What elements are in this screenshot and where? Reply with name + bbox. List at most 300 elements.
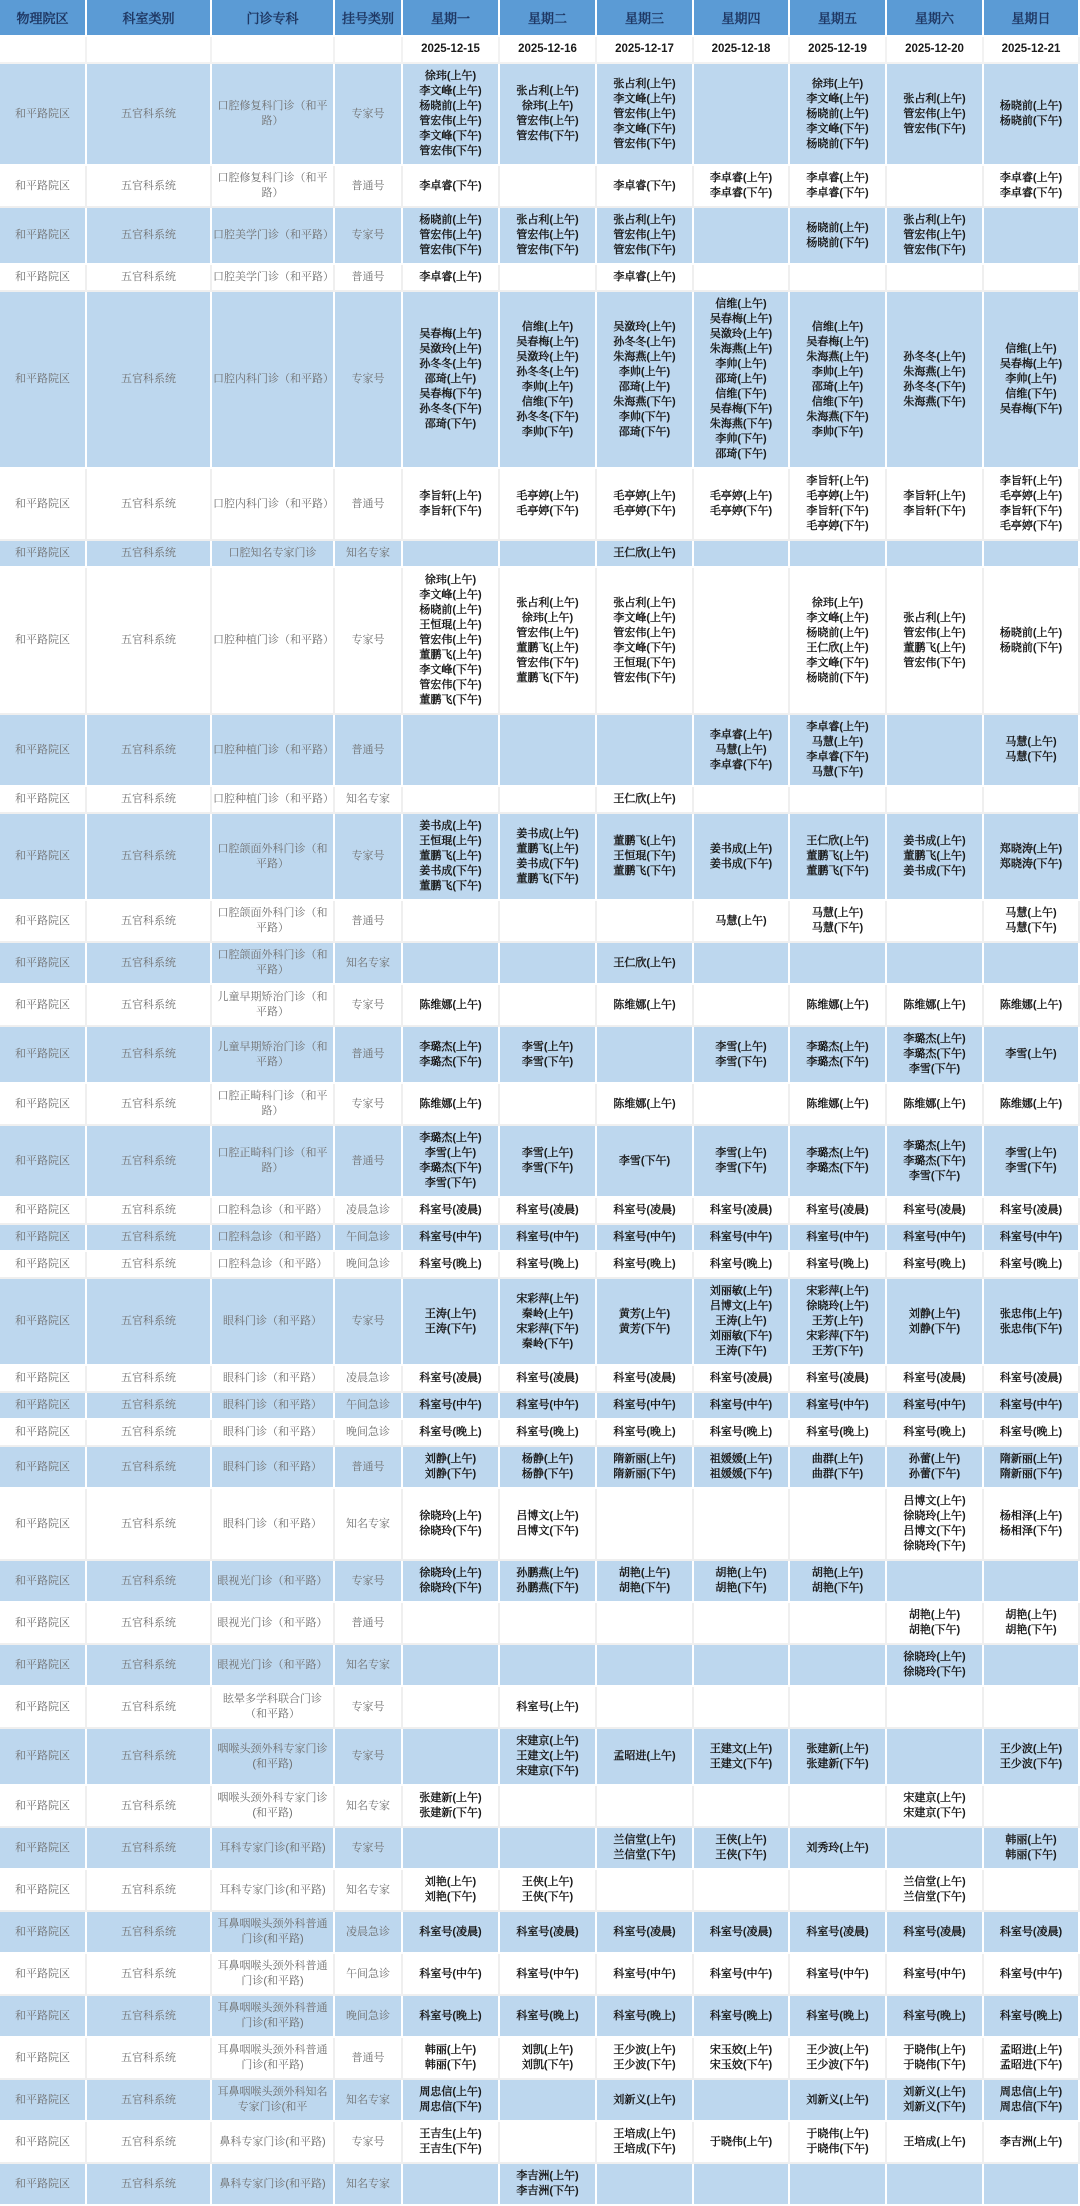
schedule-entry: 邵琦(下午) xyxy=(618,425,671,438)
category-cell: 五官科系统 xyxy=(87,901,212,943)
reg-type-cell: 专家号 xyxy=(335,64,403,166)
schedule-cell xyxy=(597,1786,694,1828)
schedule-entry: 毛亭婷(下午) xyxy=(516,505,579,517)
schedule-entry: 吴春梅(上午) xyxy=(516,335,579,348)
schedule-entry: 刘艳(上午) xyxy=(424,1876,477,1888)
schedule-cell xyxy=(984,1252,1080,1279)
schedule-entry: 吴春梅(下午) xyxy=(419,388,482,400)
schedule-cell xyxy=(694,541,790,568)
schedule-entry: 吴春梅(上午) xyxy=(709,313,773,325)
schedule-entry: 胡艳(上午) xyxy=(811,1567,864,1579)
schedule-entry: 胡艳(下午) xyxy=(1005,1624,1057,1636)
schedule-cell xyxy=(984,1996,1080,2038)
schedule-cell xyxy=(694,1084,790,1126)
campus-cell: 和平路院区 xyxy=(0,787,87,814)
table-row xyxy=(0,1786,1080,1828)
schedule-entry: 张建新(上午) xyxy=(419,1792,482,1804)
schedule-entry: 朱海燕(上午) xyxy=(903,365,966,378)
schedule-cell xyxy=(403,1420,500,1447)
schedule-entry: 吴春梅(上午) xyxy=(419,328,482,340)
schedule-cell xyxy=(790,1198,887,1225)
schedule-cell xyxy=(790,814,887,901)
schedule-entry: 张占利(上午) xyxy=(516,214,579,226)
schedule-cell xyxy=(597,943,694,985)
schedule-entry: 徐玮(上午) xyxy=(424,70,477,82)
schedule-entry: 管宏伟(上午) xyxy=(613,229,676,241)
schedule-entry: 王少波(下午) xyxy=(806,2059,869,2071)
schedule-entry: 李雪(下午) xyxy=(424,1177,477,1189)
schedule-entry: 王仁欣(上午) xyxy=(613,793,676,805)
schedule-cell xyxy=(984,2080,1080,2122)
schedule-entry: 科室号(晚上) xyxy=(709,1426,773,1438)
schedule-entry: 马慧(上午) xyxy=(715,743,767,756)
schedule-cell xyxy=(694,1603,790,1645)
schedule-entry: 胡艳(上午) xyxy=(715,1567,767,1579)
schedule-entry: 毛亭婷(下午) xyxy=(806,520,869,532)
schedule-entry: 马慧(下午) xyxy=(811,766,864,778)
schedule-entry: 李璐杰(下午) xyxy=(903,1048,966,1060)
schedule-cell xyxy=(500,1489,597,1561)
schedule-entry: 科室号(晚上) xyxy=(806,1426,869,1438)
schedule-cell xyxy=(597,1225,694,1252)
schedule-entry: 李卓睿(上午) xyxy=(419,271,482,283)
schedule-entry: 宋玉姣(上午) xyxy=(709,2044,773,2056)
schedule-entry: 隋新丽(下午) xyxy=(999,1468,1063,1480)
category-cell: 五官科系统 xyxy=(87,541,212,568)
schedule-entry: 李雪(下午) xyxy=(908,1063,961,1075)
schedule-entry: 朱海燕(下午) xyxy=(709,418,773,430)
specialty-cell: 口腔内科门诊（和平路） xyxy=(212,469,335,541)
schedule-entry: 张忠伟(下午) xyxy=(999,1322,1063,1335)
schedule-entry: 李璐杰(上午) xyxy=(806,1040,869,1053)
schedule-cell xyxy=(597,1279,694,1366)
schedule-entry: 信维(下午) xyxy=(521,395,574,408)
schedule-entry: 李卓睿(上午) xyxy=(806,721,869,733)
reg-type-cell: 知名专家 xyxy=(335,1870,403,1912)
campus-cell: 和平路院区 xyxy=(0,1279,87,1366)
schedule-cell xyxy=(887,1828,984,1870)
schedule-cell xyxy=(500,1126,597,1198)
schedule-entry: 陈维娜(上午) xyxy=(806,1097,869,1110)
category-cell: 五官科系统 xyxy=(87,265,212,292)
schedule-entry: 孙冬冬(上午) xyxy=(419,358,482,370)
schedule-entry: 科室号(凌晨) xyxy=(709,1372,773,1384)
schedule-cell xyxy=(790,265,887,292)
schedule-cell xyxy=(790,541,887,568)
schedule-entry: 董鹏飞(上午) xyxy=(419,649,482,661)
schedule-entry: 杨晓前(下午) xyxy=(806,236,869,249)
schedule-cell xyxy=(790,1828,887,1870)
schedule-cell xyxy=(790,787,887,814)
schedule-entry: 董鹏飞(上午) xyxy=(903,641,966,654)
schedule-entry: 管宏伟(下午) xyxy=(419,145,482,157)
schedule-cell xyxy=(597,814,694,901)
schedule-cell xyxy=(500,1996,597,2038)
schedule-cell xyxy=(403,469,500,541)
schedule-entry: 科室号(晚上) xyxy=(613,2009,676,2022)
specialty-cell: 鼻科专家门诊(和平路) xyxy=(212,2122,335,2164)
date-row-spacer xyxy=(335,37,403,64)
schedule-cell xyxy=(790,1279,887,1366)
schedule-entry: 宋建京(上午) xyxy=(516,1735,579,1747)
schedule-cell xyxy=(500,1447,597,1489)
table-row xyxy=(0,292,1080,469)
schedule-entry: 毛亭婷(下午) xyxy=(613,505,676,517)
schedule-entry: 张建新(下午) xyxy=(419,1807,482,1819)
category-cell: 五官科系统 xyxy=(87,943,212,985)
schedule-cell xyxy=(403,1561,500,1603)
schedule-cell xyxy=(790,1126,887,1198)
schedule-entry: 杨相泽(上午) xyxy=(999,1510,1063,1522)
schedule-entry: 董鹏飞(下午) xyxy=(419,880,482,892)
reg-type-cell: 普通号 xyxy=(335,469,403,541)
schedule-entry: 董鹏飞(上午) xyxy=(516,842,579,855)
schedule-entry: 于晓伟(上午) xyxy=(709,2135,773,2148)
table-row xyxy=(0,208,1080,265)
schedule-cell xyxy=(694,1645,790,1687)
schedule-entry: 董鹏飞(上午) xyxy=(516,641,579,654)
schedule-cell xyxy=(790,943,887,985)
schedule-entry: 徐晓玲(上午) xyxy=(903,1651,966,1663)
campus-cell: 和平路院区 xyxy=(0,1225,87,1252)
specialty-cell: 眼视光门诊（和平路） xyxy=(212,1603,335,1645)
schedule-entry: 李卓睿(上午) xyxy=(806,172,869,184)
header-cell: 星期三 xyxy=(597,0,694,37)
header-cell: 星期四 xyxy=(694,0,790,37)
schedule-entry: 朱海燕(上午) xyxy=(613,350,676,363)
schedule-cell xyxy=(500,1225,597,1252)
schedule-cell xyxy=(403,265,500,292)
schedule-entry: 刘新义(上午) xyxy=(613,2093,676,2106)
date-cell: 2025-12-16 xyxy=(500,37,597,64)
schedule-cell xyxy=(887,469,984,541)
schedule-entry: 李文峰(上午) xyxy=(613,611,676,624)
schedule-entry: 徐玮(上午) xyxy=(811,596,864,609)
schedule-entry: 刘静(上午) xyxy=(424,1453,477,1465)
schedule-entry: 吴潋玲(上午) xyxy=(516,350,579,363)
schedule-entry: 邵琦(上午) xyxy=(811,380,864,393)
schedule-cell xyxy=(597,2164,694,2206)
schedule-entry: 胡艳(下午) xyxy=(715,1582,767,1594)
header-cell: 门诊专科 xyxy=(212,0,335,37)
schedule-cell xyxy=(694,2164,790,2206)
schedule-entry: 李璐杰(上午) xyxy=(419,1132,482,1144)
schedule-entry: 毛亭婷(上午) xyxy=(516,490,579,502)
schedule-entry: 李璐杰(上午) xyxy=(806,1147,869,1159)
schedule-entry: 科室号(凌晨) xyxy=(419,1925,482,1938)
header-cell: 物理院区 xyxy=(0,0,87,37)
schedule-entry: 李卓睿(下午) xyxy=(613,179,676,192)
schedule-cell xyxy=(597,568,694,715)
schedule-cell xyxy=(887,1870,984,1912)
schedule-entry: 科室号(晚上) xyxy=(999,1258,1063,1270)
schedule-cell xyxy=(887,1447,984,1489)
header-cell: 星期二 xyxy=(500,0,597,37)
schedule-entry: 张建新(上午) xyxy=(806,1742,869,1755)
category-cell: 五官科系统 xyxy=(87,568,212,715)
table-row xyxy=(0,1912,1080,1954)
schedule-cell xyxy=(887,1126,984,1198)
schedule-entry: 吕博文(下午) xyxy=(903,1525,966,1537)
schedule-cell xyxy=(597,292,694,469)
schedule-cell xyxy=(790,2164,887,2206)
schedule-cell xyxy=(500,1198,597,1225)
reg-type-cell: 普通号 xyxy=(335,1027,403,1084)
schedule-entry: 科室号(凌晨) xyxy=(516,1925,579,1938)
table-row xyxy=(0,1126,1080,1198)
schedule-entry: 陈维娜(上午) xyxy=(903,1097,966,1110)
schedule-cell xyxy=(500,2164,597,2206)
schedule-cell xyxy=(887,1252,984,1279)
schedule-entry: 陈维娜(上午) xyxy=(999,1097,1063,1110)
campus-cell: 和平路院区 xyxy=(0,1489,87,1561)
schedule-cell xyxy=(984,1393,1080,1420)
campus-cell: 和平路院区 xyxy=(0,1084,87,1126)
schedule-entry: 王恒琨(下午) xyxy=(613,850,676,862)
schedule-entry: 李帅(下午) xyxy=(618,410,671,423)
schedule-cell xyxy=(403,166,500,208)
table-row xyxy=(0,715,1080,787)
header-cell: 星期日 xyxy=(984,0,1080,37)
schedule-cell xyxy=(790,292,887,469)
table-row xyxy=(0,1279,1080,1366)
schedule-cell xyxy=(597,787,694,814)
schedule-cell xyxy=(887,814,984,901)
table-row xyxy=(0,1393,1080,1420)
campus-cell: 和平路院区 xyxy=(0,208,87,265)
schedule-cell xyxy=(403,1447,500,1489)
schedule-entry: 朱海燕(上午) xyxy=(806,350,869,363)
reg-type-cell: 晚间急诊 xyxy=(335,1996,403,2038)
schedule-cell xyxy=(984,292,1080,469)
schedule-cell xyxy=(597,1084,694,1126)
schedule-entry: 信维(下午) xyxy=(1005,388,1057,400)
schedule-entry: 王仁欣(上午) xyxy=(613,547,676,559)
schedule-cell xyxy=(597,208,694,265)
schedule-entry: 杨晓前(上午) xyxy=(999,626,1063,639)
schedule-cell xyxy=(984,1828,1080,1870)
schedule-entry: 李旨轩(上午) xyxy=(419,490,482,502)
schedule-cell xyxy=(887,2122,984,2164)
campus-cell: 和平路院区 xyxy=(0,1954,87,1996)
schedule-entry: 科室号(凌晨) xyxy=(903,1925,966,1938)
schedule-cell xyxy=(790,1027,887,1084)
schedule-entry: 马慧(下午) xyxy=(1005,751,1057,763)
schedule-entry: 管宏伟(下午) xyxy=(613,137,676,150)
schedule-cell xyxy=(403,715,500,787)
schedule-entry: 徐晓玲(下午) xyxy=(903,1666,966,1678)
schedule-entry: 李旨轩(下午) xyxy=(419,505,482,517)
schedule-entry: 李文峰(上午) xyxy=(419,589,482,601)
schedule-cell xyxy=(984,787,1080,814)
schedule-cell xyxy=(790,1252,887,1279)
schedule-entry: 李吉洲(上午) xyxy=(999,2135,1063,2148)
schedule-entry: 科室号(中午) xyxy=(613,1967,676,1980)
schedule-entry: 胡艳(下午) xyxy=(908,1624,961,1636)
schedule-cell xyxy=(597,1870,694,1912)
schedule-cell xyxy=(500,787,597,814)
schedule-cell xyxy=(694,1687,790,1729)
category-cell: 五官科系统 xyxy=(87,1561,212,1603)
schedule-entry: 刘新义(上午) xyxy=(903,2086,966,2098)
schedule-entry: 陈维娜(上午) xyxy=(903,998,966,1011)
schedule-cell xyxy=(403,2122,500,2164)
schedule-cell xyxy=(790,1645,887,1687)
schedule-entry: 李吉洲(下午) xyxy=(516,2185,579,2197)
schedule-entry: 宋建京(下午) xyxy=(903,1807,966,1819)
schedule-entry: 李璐杰(下午) xyxy=(806,1055,869,1068)
schedule-entry: 刘艳(下午) xyxy=(424,1891,477,1903)
specialty-cell: 眼视光门诊（和平路） xyxy=(212,1645,335,1687)
table-row xyxy=(0,943,1080,985)
schedule-entry: 王吉生(上午) xyxy=(419,2128,482,2140)
schedule-cell xyxy=(500,1279,597,1366)
reg-type-cell: 专家号 xyxy=(335,568,403,715)
schedule-entry: 李璐杰(下午) xyxy=(903,1154,966,1167)
schedule-entry: 刘静(上午) xyxy=(908,1307,961,1320)
campus-cell: 和平路院区 xyxy=(0,715,87,787)
schedule-entry: 吴春梅(上午) xyxy=(806,335,869,348)
schedule-entry: 曲群(下午) xyxy=(811,1468,864,1480)
table-row xyxy=(0,1225,1080,1252)
table-row xyxy=(0,1603,1080,1645)
category-cell: 五官科系统 xyxy=(87,1027,212,1084)
reg-type-cell: 专家号 xyxy=(335,1828,403,1870)
schedule-entry: 吴潋玲(上午) xyxy=(613,320,676,333)
schedule-cell xyxy=(694,1870,790,1912)
schedule-entry: 董鹏飞(下午) xyxy=(806,865,869,877)
schedule-cell xyxy=(984,208,1080,265)
schedule-entry: 刘丽敏(上午) xyxy=(709,1285,773,1297)
schedule-entry: 郑晓涛(下午) xyxy=(999,857,1063,870)
schedule-entry: 马慧(下午) xyxy=(1005,922,1057,934)
schedule-entry: 董鹏飞(下午) xyxy=(516,872,579,885)
schedule-entry: 管宏伟(上午) xyxy=(516,115,579,127)
schedule-cell xyxy=(694,1420,790,1447)
schedule-cell xyxy=(887,2038,984,2080)
specialty-cell: 鼻科专家门诊(和平路) xyxy=(212,2164,335,2206)
table-row xyxy=(0,1561,1080,1603)
schedule-entry: 李璐杰(上午) xyxy=(419,1040,482,1053)
schedule-entry: 徐晓玲(上午) xyxy=(419,1510,482,1522)
schedule-cell xyxy=(500,568,597,715)
reg-type-cell: 专家号 xyxy=(335,1561,403,1603)
schedule-cell xyxy=(694,166,790,208)
schedule-entry: 吕博文(上午) xyxy=(516,1510,579,1522)
category-cell: 五官科系统 xyxy=(87,1687,212,1729)
schedule-cell xyxy=(500,265,597,292)
schedule-entry: 李文峰(上午) xyxy=(806,611,869,624)
schedule-cell xyxy=(694,2038,790,2080)
schedule-entry: 宋彩萍(上午) xyxy=(806,1285,869,1297)
schedule-entry: 孟昭进(上午) xyxy=(613,1750,676,1762)
schedule-cell xyxy=(694,1447,790,1489)
schedule-entry: 董鹏飞(下午) xyxy=(613,865,676,877)
schedule-cell xyxy=(500,1027,597,1084)
schedule-entry: 李卓睿(下午) xyxy=(806,751,869,763)
schedule-entry: 李卓睿(下午) xyxy=(806,187,869,199)
schedule-cell xyxy=(887,1687,984,1729)
schedule-cell xyxy=(984,568,1080,715)
reg-type-cell: 专家号 xyxy=(335,292,403,469)
reg-type-cell: 专家号 xyxy=(335,1084,403,1126)
category-cell: 五官科系统 xyxy=(87,1786,212,1828)
schedule-entry: 韩丽(下午) xyxy=(424,2059,477,2071)
specialty-cell: 眼科门诊（和平路） xyxy=(212,1279,335,1366)
schedule-entry: 孙冬冬(上午) xyxy=(903,350,966,363)
schedule-entry: 科室号(凌晨) xyxy=(806,1925,869,1938)
schedule-cell xyxy=(984,1870,1080,1912)
reg-type-cell: 知名专家 xyxy=(335,1645,403,1687)
schedule-entry: 管宏伟(下午) xyxy=(903,122,966,135)
schedule-cell xyxy=(403,1366,500,1393)
date-row-spacer xyxy=(212,37,335,64)
schedule-cell xyxy=(694,568,790,715)
category-cell: 五官科系统 xyxy=(87,1954,212,1996)
schedule-entry: 杨静(上午) xyxy=(521,1453,574,1465)
schedule-entry: 王侠(上午) xyxy=(521,1876,574,1888)
schedule-entry: 黄芳(上午) xyxy=(618,1307,671,1320)
schedule-entry: 周忠信(上午) xyxy=(419,2086,482,2098)
table-row xyxy=(0,1252,1080,1279)
schedule-entry: 毛亭婷(上午) xyxy=(999,490,1063,502)
schedule-cell xyxy=(500,1603,597,1645)
schedule-cell xyxy=(694,1786,790,1828)
schedule-entry: 信维(上午) xyxy=(1005,343,1057,355)
schedule-entry: 于晓伟(上午) xyxy=(903,2044,966,2056)
schedule-cell xyxy=(887,715,984,787)
reg-type-cell: 午间急诊 xyxy=(335,1225,403,1252)
schedule-cell xyxy=(597,1828,694,1870)
schedule-cell xyxy=(694,1729,790,1786)
schedule-cell xyxy=(597,64,694,166)
campus-cell: 和平路院区 xyxy=(0,541,87,568)
schedule-cell xyxy=(887,1561,984,1603)
schedule-entry: 祖媛媛(上午) xyxy=(709,1453,773,1465)
schedule-cell xyxy=(694,292,790,469)
schedule-entry: 管宏伟(上午) xyxy=(903,229,966,241)
reg-type-cell: 普通号 xyxy=(335,1126,403,1198)
schedule-cell xyxy=(597,1447,694,1489)
schedule-cell xyxy=(597,715,694,787)
schedule-entry: 陈维娜(上午) xyxy=(806,998,869,1011)
schedule-entry: 张忠伟(上午) xyxy=(999,1307,1063,1320)
table-row xyxy=(0,1645,1080,1687)
schedule-cell xyxy=(984,1447,1080,1489)
schedule-entry: 科室号(中午) xyxy=(999,1399,1063,1411)
schedule-entry: 科室号(晚上) xyxy=(806,2009,869,2022)
schedule-entry: 科室号(中午) xyxy=(709,1231,773,1243)
table-row xyxy=(0,1027,1080,1084)
schedule-cell xyxy=(597,1198,694,1225)
schedule-entry: 郑晓涛(上午) xyxy=(999,842,1063,855)
schedule-cell xyxy=(887,1489,984,1561)
table-row xyxy=(0,2038,1080,2080)
schedule-entry: 管宏伟(下午) xyxy=(516,244,579,256)
campus-cell: 和平路院区 xyxy=(0,469,87,541)
campus-cell: 和平路院区 xyxy=(0,985,87,1027)
schedule-entry: 吴春梅(下午) xyxy=(999,403,1063,415)
schedule-entry: 王培成(上午) xyxy=(613,2128,676,2140)
schedule-cell xyxy=(403,1393,500,1420)
schedule-cell xyxy=(790,1561,887,1603)
campus-cell: 和平路院区 xyxy=(0,1447,87,1489)
schedule-entry: 朱海燕(上午) xyxy=(709,343,773,355)
schedule-body xyxy=(0,37,1080,2206)
schedule-cell xyxy=(887,787,984,814)
reg-type-cell: 凌晨急诊 xyxy=(335,1912,403,1954)
schedule-entry: 科室号(中午) xyxy=(806,1231,869,1243)
